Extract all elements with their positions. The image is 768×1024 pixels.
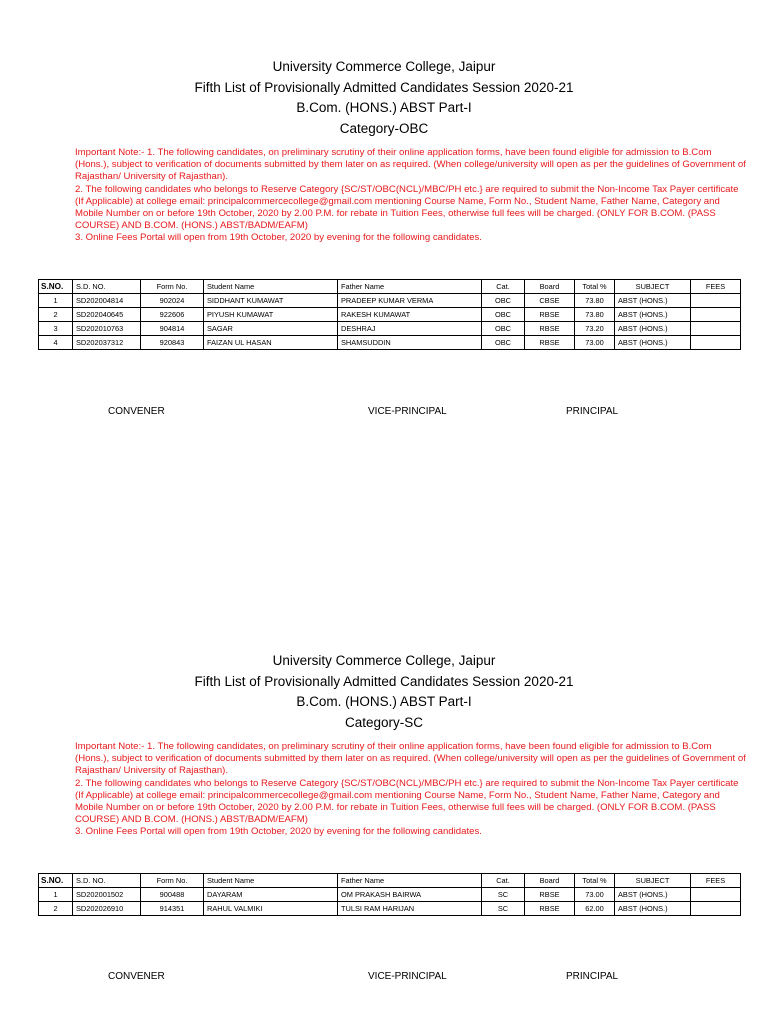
important-note (75, 147, 747, 245)
cell-fees (691, 902, 741, 916)
course-name: B.Com. (HONS.) ABST Part-I (296, 694, 472, 709)
cell-cat: OBC (482, 322, 525, 336)
header-fees: FEES (691, 280, 741, 294)
cell-cat: OBC (482, 308, 525, 322)
cell-total: 73.00 (575, 888, 615, 902)
cell-sd-no: SD202026910 (73, 902, 141, 916)
cell-board: RBSE (525, 902, 575, 916)
header-sd-no: S.D. NO. (73, 874, 141, 888)
cell-student-name: RAHUL VALMIKI (204, 902, 338, 916)
header-total: Total % (575, 874, 615, 888)
cell-fees (691, 336, 741, 350)
candidates-table (38, 279, 741, 350)
cell-student-name: FAIZAN UL HASAN (204, 336, 338, 350)
cell-father-name: RAKESH KUMAWAT (338, 308, 482, 322)
cell-subject: ABST (HONS.) (615, 322, 691, 336)
header-cat: Cat. (482, 280, 525, 294)
cell-form-no: 920843 (141, 336, 204, 350)
note-line-2: 2. The following candidates who belongs to Reserve Category {SC/ST/OBC(NCL)/MBC/PH etc.} are required to submit the Non-Income Tax Payer certificate (If Applicable) at college email: principalcommercecollege@gmail.com mentioning Course Name, Form No., Student Name, Father Name, Category and Mobile Number on or before 19th October, 2020 by 2.00 P.M. for rebate in Tuition Fees, otherwise full fees will be charged. (ONLY FOR B.COM. (PASS COURSE) AND B.COM. (HONS.) ABST/BADM/EAFM) (75, 777, 739, 826)
table-row (39, 294, 741, 308)
cell-fees (691, 308, 741, 322)
header-sno: S.NO. (39, 280, 73, 294)
college-name: University Commerce College, Jaipur (272, 653, 496, 668)
header-sno: S.NO. (39, 874, 73, 888)
cell-form-no: 900488 (141, 888, 204, 902)
cell-father-name: SHAMSUDDIN (338, 336, 482, 350)
important-note (75, 741, 747, 839)
section-sc (0, 651, 768, 982)
cell-sno: 2 (39, 308, 73, 322)
cell-father-name: PRADEEP KUMAR VERMA (338, 294, 482, 308)
category-label: Category-SC (344, 714, 424, 730)
signature-row (0, 971, 768, 985)
cell-form-no: 902024 (141, 294, 204, 308)
cell-board: RBSE (525, 888, 575, 902)
cell-subject: ABST (HONS.) (615, 308, 691, 322)
cell-father-name: OM PRAKASH BAIRWA (338, 888, 482, 902)
vice-principal-label: VICE-PRINCIPAL (368, 971, 447, 982)
cell-sd-no: SD202004814 (73, 294, 141, 308)
cell-subject: ABST (HONS.) (615, 902, 691, 916)
header-sd-no: S.D. NO. (73, 280, 141, 294)
cell-student-name: SAGAR (204, 322, 338, 336)
cell-form-no: 914351 (141, 902, 204, 916)
header-total: Total % (575, 280, 615, 294)
cell-board: RBSE (525, 308, 575, 322)
cell-cat: OBC (482, 336, 525, 350)
cell-sd-no: SD202001502 (73, 888, 141, 902)
table-header-row (39, 280, 741, 294)
section-heading (0, 57, 768, 139)
vice-principal-label: VICE-PRINCIPAL (368, 406, 447, 417)
section-heading (0, 651, 768, 733)
table-row (39, 308, 741, 322)
cell-board: CBSE (525, 294, 575, 308)
cell-total: 62.00 (575, 902, 615, 916)
table-row (39, 888, 741, 902)
list-title: Fifth List of Provisionally Admitted Candidates Session 2020-21 (194, 79, 574, 95)
convener-label: CONVENER (108, 971, 165, 982)
header-form-no: Form No. (141, 280, 204, 294)
section-obc (0, 57, 768, 417)
note-line-2: 2. The following candidates who belongs to Reserve Category {SC/ST/OBC(NCL)/MBC/PH etc.} are required to submit the Non-Income Tax Payer certificate (If Applicable) at college email: principalcommercecollege@gmail.com mentioning Course Name, Form No., Student Name, Father Name, Category and Mobile Number on or before 19th October, 2020 by 2.00 P.M. for rebate in Tuition Fees, otherwise full fees will be charged. (ONLY FOR B.COM. (PASS COURSE) AND B.COM. (HONS.) ABST/BADM/EAFM) (75, 183, 739, 232)
cell-student-name: DAYARAM (204, 888, 338, 902)
signature-row (0, 406, 768, 420)
note-line-1: Important Note:- 1. The following candidates, on preliminary scrutiny of their online application forms, have been found eligible for admission to B.Com (Hons.), subject to verification of documents submitted by them later on as required. (When college/university will open as per the guidelines of Government of Rajasthan/ University of Rajasthan). (75, 147, 746, 183)
note-line-3: 3. Online Fees Portal will open from 19th October, 2020 by evening for the following candidates. (75, 232, 482, 244)
cell-sd-no: SD202037312 (73, 336, 141, 350)
cell-cat: OBC (482, 294, 525, 308)
cell-sd-no: SD202040645 (73, 308, 141, 322)
principal-label: PRINCIPAL (566, 406, 619, 417)
cell-sno: 3 (39, 322, 73, 336)
course-name: B.Com. (HONS.) ABST Part-I (296, 100, 472, 115)
header-cat: Cat. (482, 874, 525, 888)
table-row (39, 902, 741, 916)
cell-fees (691, 322, 741, 336)
cell-fees (691, 888, 741, 902)
table-header-row (39, 874, 741, 888)
principal-label: PRINCIPAL (566, 971, 619, 982)
cell-sd-no: SD202010763 (73, 322, 141, 336)
header-student-name: Student Name (204, 874, 338, 888)
header-subject: SUBJECT (615, 280, 691, 294)
cell-total: 73.20 (575, 322, 615, 336)
cell-subject: ABST (HONS.) (615, 336, 691, 350)
cell-student-name: SIDDHANT KUMAWAT (204, 294, 338, 308)
cell-board: RBSE (525, 322, 575, 336)
cell-father-name: DESHRAJ (338, 322, 482, 336)
header-form-no: Form No. (141, 874, 204, 888)
note-line-3: 3. Online Fees Portal will open from 19th October, 2020 by evening for the following candidates. (75, 826, 482, 838)
header-father-name: Father Name (338, 280, 482, 294)
note-line-1: Important Note:- 1. The following candidates, on preliminary scrutiny of their online application forms, have been found eligible for admission to B.Com (Hons.), subject to verification of documents submitted by them later on as required. (When college/university will open as per the guidelines of Government of Rajasthan/ University of Rajasthan). (75, 741, 746, 777)
convener-label: CONVENER (108, 406, 165, 417)
cell-form-no: 922606 (141, 308, 204, 322)
header-student-name: Student Name (204, 280, 338, 294)
cell-board: RBSE (525, 336, 575, 350)
cell-total: 73.80 (575, 294, 615, 308)
cell-subject: ABST (HONS.) (615, 294, 691, 308)
cell-subject: ABST (HONS.) (615, 888, 691, 902)
category-label: Category-OBC (339, 120, 429, 136)
candidates-table (38, 873, 741, 916)
header-father-name: Father Name (338, 874, 482, 888)
cell-form-no: 904814 (141, 322, 204, 336)
cell-fees (691, 294, 741, 308)
list-title: Fifth List of Provisionally Admitted Candidates Session 2020-21 (194, 673, 574, 689)
cell-total: 73.80 (575, 308, 615, 322)
cell-sno: 2 (39, 902, 73, 916)
cell-sno: 1 (39, 888, 73, 902)
cell-student-name: PIYUSH KUMAWAT (204, 308, 338, 322)
cell-father-name: TULSI RAM HARIJAN (338, 902, 482, 916)
table-row (39, 336, 741, 350)
college-name: University Commerce College, Jaipur (272, 59, 496, 74)
cell-sno: 4 (39, 336, 73, 350)
header-board: Board (525, 280, 575, 294)
header-fees: FEES (691, 874, 741, 888)
header-board: Board (525, 874, 575, 888)
cell-total: 73.00 (575, 336, 615, 350)
cell-cat: SC (482, 902, 525, 916)
table-row (39, 322, 741, 336)
cell-cat: SC (482, 888, 525, 902)
header-subject: SUBJECT (615, 874, 691, 888)
cell-sno: 1 (39, 294, 73, 308)
